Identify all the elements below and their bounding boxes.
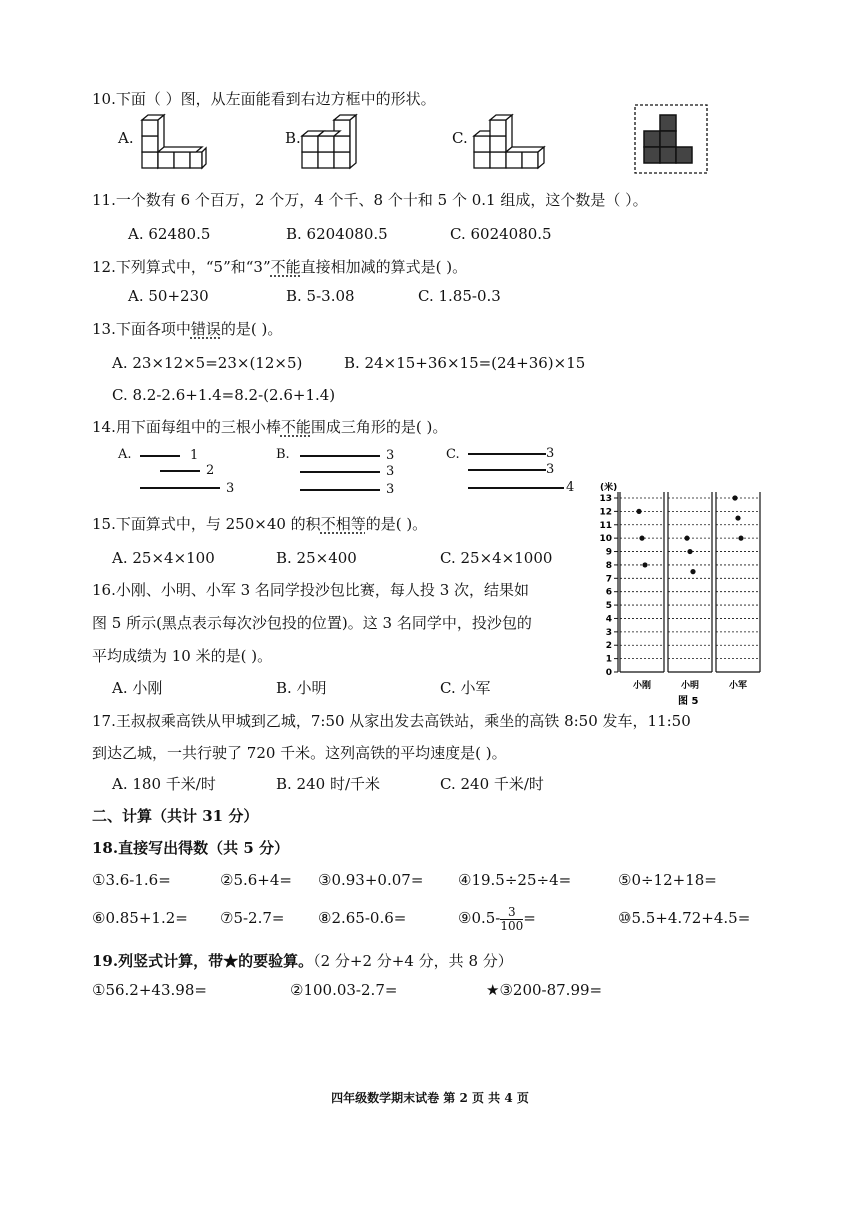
q14-b-length-3: 3 — [386, 482, 395, 497]
q13-option-a: A. 23×12×5=23×(12×5) — [112, 354, 303, 372]
q16-line-2: 图 5 所示(黑点表示每次沙包投的位置)。这 3 名同学中，投沙包的 — [92, 614, 532, 632]
q14-c-length-3: 4 — [566, 480, 575, 495]
chart-throw-point — [738, 536, 743, 541]
fraction — [500, 906, 523, 933]
q17-option-b: B. 240 时/千米 — [276, 775, 381, 793]
q12-stem-post: 直接相加减的算式是( )。 — [300, 258, 468, 276]
q14-c-length-1: 3 — [546, 446, 555, 461]
q10-left-view-box — [633, 103, 709, 175]
chart-category-label: 小军 — [728, 681, 748, 691]
q12-option-c: C. 1.85-0.3 — [418, 287, 501, 305]
q15-option-c: C. 25×4×1000 — [440, 549, 553, 567]
chart-y-tick-label: 6 — [605, 587, 612, 598]
chart-unit-label: (米) — [600, 483, 618, 493]
figure-5-throw-chart — [592, 478, 770, 710]
q14-option-b-label: B. — [276, 447, 290, 462]
q18-title: 18.直接写出得数（共 5 分） — [92, 839, 289, 857]
q16-option-c: C. 小军 — [440, 679, 491, 697]
q12-stem-pre: 12.下列算式中，“5”和“3” — [92, 258, 271, 276]
chart-y-tick-label: 2 — [605, 641, 612, 652]
q12-stem-emphasis: 不能 — [270, 258, 301, 276]
q14-stem-pre: 14.用下面每组中的三根小棒 — [92, 418, 281, 436]
q10-stem: 10.下面（ ）图，从左面能看到右边方框中的形状。 — [92, 90, 436, 108]
q17-line-2: 到达乙城，一共行驶了 720 千米。这列高铁的平均速度是( )。 — [92, 744, 507, 762]
chart-category-label: 小明 — [680, 681, 700, 691]
q14-option-c-label: C. — [446, 447, 460, 462]
q15-option-b: B. 25×400 — [276, 549, 357, 567]
q14-a-length-3: 3 — [226, 481, 235, 496]
q13-stem-emphasis: 错误 — [190, 320, 221, 338]
chart-throw-point — [684, 536, 689, 541]
q15-stem-pre: 15.下面算式中，与 250×40 的积 — [92, 515, 321, 533]
chart-y-tick-label: 0 — [605, 668, 612, 678]
q10-option-b-label: B. — [285, 129, 301, 147]
q10-option-c-label: C. — [452, 129, 468, 147]
chart-y-tick-label: 5 — [605, 601, 612, 612]
q13-stem-post: 的是( )。 — [220, 320, 283, 338]
q17-option-c: C. 240 千米/时 — [440, 775, 544, 793]
chart-y-tick-label: 11 — [599, 520, 612, 531]
q18-item-1: ①3.6-1.6= — [92, 871, 171, 889]
q18-item-9-equals: = — [523, 909, 536, 927]
q14-b-length-2: 3 — [386, 464, 395, 479]
q18-item-7: ⑦5-2.7= — [220, 909, 285, 927]
chart-throw-point — [690, 569, 695, 574]
chart-y-tick-label: 9 — [605, 547, 612, 558]
chart-y-tick-label: 7 — [605, 574, 612, 585]
chart-throw-point — [735, 515, 740, 520]
q14-c-length-2: 3 — [546, 462, 555, 477]
q12-stem — [92, 257, 467, 277]
q15-stem — [92, 514, 427, 534]
q12-option-a: A. 50+230 — [128, 287, 209, 305]
q11-stem: 11.一个数有 6 个百万，2 个万，4 个千、8 个十和 5 个 0.1 组成，这个数是（ ）。 — [92, 191, 648, 209]
fraction-numerator: 3 — [500, 906, 523, 920]
q18-item-9 — [458, 902, 536, 934]
q17-option-a: A. 180 千米/时 — [112, 775, 216, 793]
q19-title-bold: 19.列竖式计算，带★的要验算。 — [92, 952, 314, 970]
q18-item-4: ④19.5÷25÷4= — [458, 871, 572, 889]
q16-option-a: A. 小刚 — [112, 679, 163, 697]
q14-stem-emphasis: 不能 — [280, 418, 311, 436]
q16-option-b: B. 小明 — [276, 679, 327, 697]
q15-option-a: A. 25×4×100 — [112, 549, 215, 567]
q19-title-normal: （2 分+2 分+4 分，共 8 分） — [313, 952, 513, 970]
q13-stem — [92, 319, 282, 339]
q14-sticks-a — [136, 448, 236, 498]
q11-option-a: A. 62480.5 — [128, 225, 211, 243]
q14-sticks-b — [296, 448, 386, 500]
chart-y-tick-label: 12 — [599, 507, 612, 518]
chart-y-tick-label: 1 — [605, 654, 612, 665]
fraction-denominator: 100 — [500, 918, 524, 933]
q15-stem-post: 的是( )。 — [365, 515, 428, 533]
q12-option-b: B. 5-3.08 — [286, 287, 355, 305]
q13-stem-pre: 13.下面各项中 — [92, 320, 191, 338]
q19-title — [92, 951, 513, 971]
chart-y-tick-label: 4 — [605, 614, 612, 625]
q18-item-5: ⑤0÷12+18= — [618, 871, 717, 889]
q14-option-a-label: A. — [118, 447, 132, 462]
chart-throw-point — [687, 549, 692, 554]
chart-throw-point — [636, 509, 641, 514]
q14-sticks-c — [466, 446, 576, 498]
q16-line-3: 平均成绩为 10 米的是( )。 — [92, 647, 273, 665]
chart-throw-point — [732, 495, 737, 500]
chart-y-tick-label: 8 — [605, 560, 612, 571]
q10-option-a-label: A. — [118, 129, 134, 147]
q18-item-6: ⑥0.85+1.2= — [92, 909, 188, 927]
q19-item-1: ①56.2+43.98= — [92, 981, 207, 999]
q14-a-length-1: 1 — [190, 448, 199, 463]
q11-option-c: C. 6024080.5 — [450, 225, 552, 243]
q17-line-1: 17.王叔叔乘高铁从甲城到乙城，7:50 从家出发去高铁站，乘坐的高铁 8:50 发车，11:50 — [92, 712, 691, 730]
q18-item-9-prefix: ⑨0.5- — [458, 909, 501, 927]
chart-throw-point — [642, 562, 647, 567]
q10-cubes-figure-c — [470, 110, 546, 174]
q14-a-length-2: 2 — [206, 463, 215, 478]
section-2-heading: 二、计算（共计 31 分） — [92, 807, 259, 825]
q18-item-10: ⑩5.5+4.72+4.5= — [618, 909, 751, 927]
q15-stem-emphasis: 不相等 — [320, 515, 366, 533]
q18-item-3: ③0.93+0.07= — [318, 871, 424, 889]
q19-item-3: ★③200-87.99= — [486, 981, 603, 999]
chart-category-label: 小刚 — [632, 681, 652, 691]
q13-option-b: B. 24×15+36×15=(24+36)×15 — [344, 354, 586, 372]
q10-cubes-figure-a — [138, 112, 208, 174]
q14-stem — [92, 417, 447, 437]
q16-line-1: 16.小刚、小明、小军 3 名同学投沙包比赛，每人投 3 次，结果如 — [92, 581, 530, 599]
q19-item-2: ②100.03-2.7= — [290, 981, 398, 999]
q10-cubes-figure-b — [298, 110, 368, 174]
chart-y-tick-label: 10 — [599, 534, 612, 545]
chart-throw-point — [639, 536, 644, 541]
chart-y-tick-label: 13 — [599, 494, 612, 504]
page-footer: 四年级数学期末试卷 第 2 页 共 4 页 — [331, 1091, 529, 1105]
chart-caption: 图 5 — [678, 696, 699, 707]
q18-item-8: ⑧2.65-0.6= — [318, 909, 407, 927]
chart-y-tick-label: 3 — [605, 627, 612, 638]
q18-item-2: ②5.6+4= — [220, 871, 292, 889]
q14-b-length-1: 3 — [386, 448, 395, 463]
q11-option-b: B. 6204080.5 — [286, 225, 388, 243]
q14-stem-post: 围成三角形的是( )。 — [310, 418, 448, 436]
q13-option-c: C. 8.2-2.6+1.4=8.2-(2.6+1.4) — [112, 386, 336, 404]
